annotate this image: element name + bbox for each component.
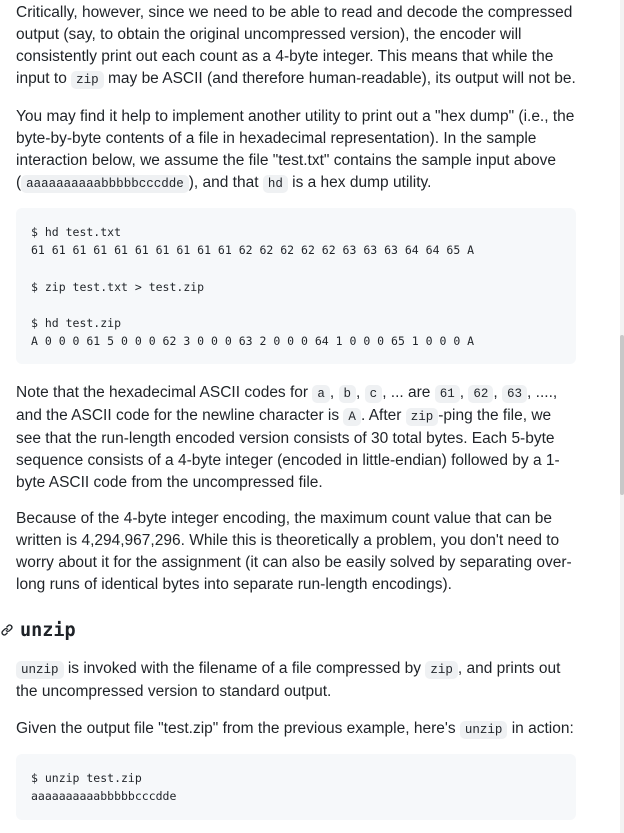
code-line: aaaaaaaaaabbbbbcccdde <box>31 789 177 803</box>
text: , and prints out the uncompressed version to standard output. <box>16 660 561 700</box>
inline-code: A <box>343 408 361 426</box>
code-line: $ unzip test.zip <box>31 771 142 785</box>
inline-code: aaaaaaaaaabbbbbcccdde <box>21 175 189 193</box>
scrollbar[interactable] <box>620 0 624 833</box>
inline-code: zip <box>425 661 458 679</box>
code-block-unzip <box>16 754 576 820</box>
code-block-hexdump <box>16 208 576 364</box>
text: , <box>493 384 503 401</box>
paragraph-encoder-count <box>16 2 578 91</box>
code-line: A 0 0 0 61 5 0 0 0 62 3 0 0 0 63 2 0 0 0 64 1 0 0 0 65 1 0 0 0 A <box>31 334 475 348</box>
text: Given the output file "test.zip" from the previous example, here's <box>16 720 460 737</box>
scrollbar-thumb[interactable] <box>620 335 624 495</box>
paragraph-max-count: Because of the 4-byte integer encoding, the maximum count value that can be written is 4,294,967,296. While this is theoretically a problem, you don't need to worry about it for the assignment (it can also be easily solved by separating over-long runs of identical bytes into separate run-length encodings). <box>16 510 572 593</box>
text: ), and that <box>188 174 263 191</box>
text: -ping the file, we see that the run-length encoded version consists of 30 total bytes. Each 5-byte sequence consists of a 4-byte integer (encoded in little-endian) followed by a 1-byte ASCII code from the uncompressed file. <box>16 407 560 491</box>
text: . After <box>360 407 406 424</box>
text: , ... are <box>382 384 435 401</box>
paragraph-hex-dump <box>16 106 578 195</box>
inline-code: zip <box>71 71 104 89</box>
inline-code: 63 <box>502 385 527 403</box>
text: , <box>329 384 339 401</box>
inline-code: unzip <box>16 661 64 679</box>
text: Critically, however, since we need to be able to read and decode the compressed output (say, to obtain the original uncompressed version), the encoder will consistently print out each count as a 4-byte integer. This means that while the input to <box>16 4 573 87</box>
text: , <box>356 384 365 401</box>
inline-code: a <box>312 385 330 403</box>
text: in action: <box>507 720 574 737</box>
text: You may find it help to implement another utility to print out a "hex dump" (i.e., the byte-by-byte contents of a file in hexadecimal representation). In the sample interaction below, we assume the file "test.txt" contains the sample input above ( <box>16 108 575 191</box>
inline-code: b <box>339 385 357 403</box>
inline-code: 61 <box>435 385 460 403</box>
text: is invoked with the filename of a file compressed by <box>63 660 426 677</box>
code-line: $ zip test.txt > test.zip <box>31 280 205 294</box>
paragraph-unzip-intro <box>16 658 578 703</box>
text: , ...., and the ASCII code for the newline character is <box>16 384 558 424</box>
code-line: $ hd test.zip <box>31 316 122 330</box>
text: Note that the hexadecimal ASCII codes for <box>16 384 313 401</box>
inline-code: c <box>365 385 383 403</box>
heading-text: unzip <box>20 620 76 641</box>
text: may be ASCII (and therefore human-readable), its output will not be. <box>103 70 576 87</box>
text: , <box>459 384 469 401</box>
inline-code: unzip <box>460 721 508 739</box>
inline-code: hd <box>263 175 288 193</box>
link-icon[interactable] <box>0 623 14 637</box>
paragraph-unzip-example <box>16 718 578 741</box>
inline-code: zip <box>406 408 439 426</box>
paragraph-ascii-codes <box>16 382 578 494</box>
code-line: $ hd test.txt <box>31 225 122 239</box>
inline-code: 62 <box>468 385 493 403</box>
code-line: 61 61 61 61 61 61 61 61 61 61 62 62 62 62 62 63 63 63 64 64 65 A <box>31 243 475 257</box>
text: is a hex dump utility. <box>287 174 432 191</box>
